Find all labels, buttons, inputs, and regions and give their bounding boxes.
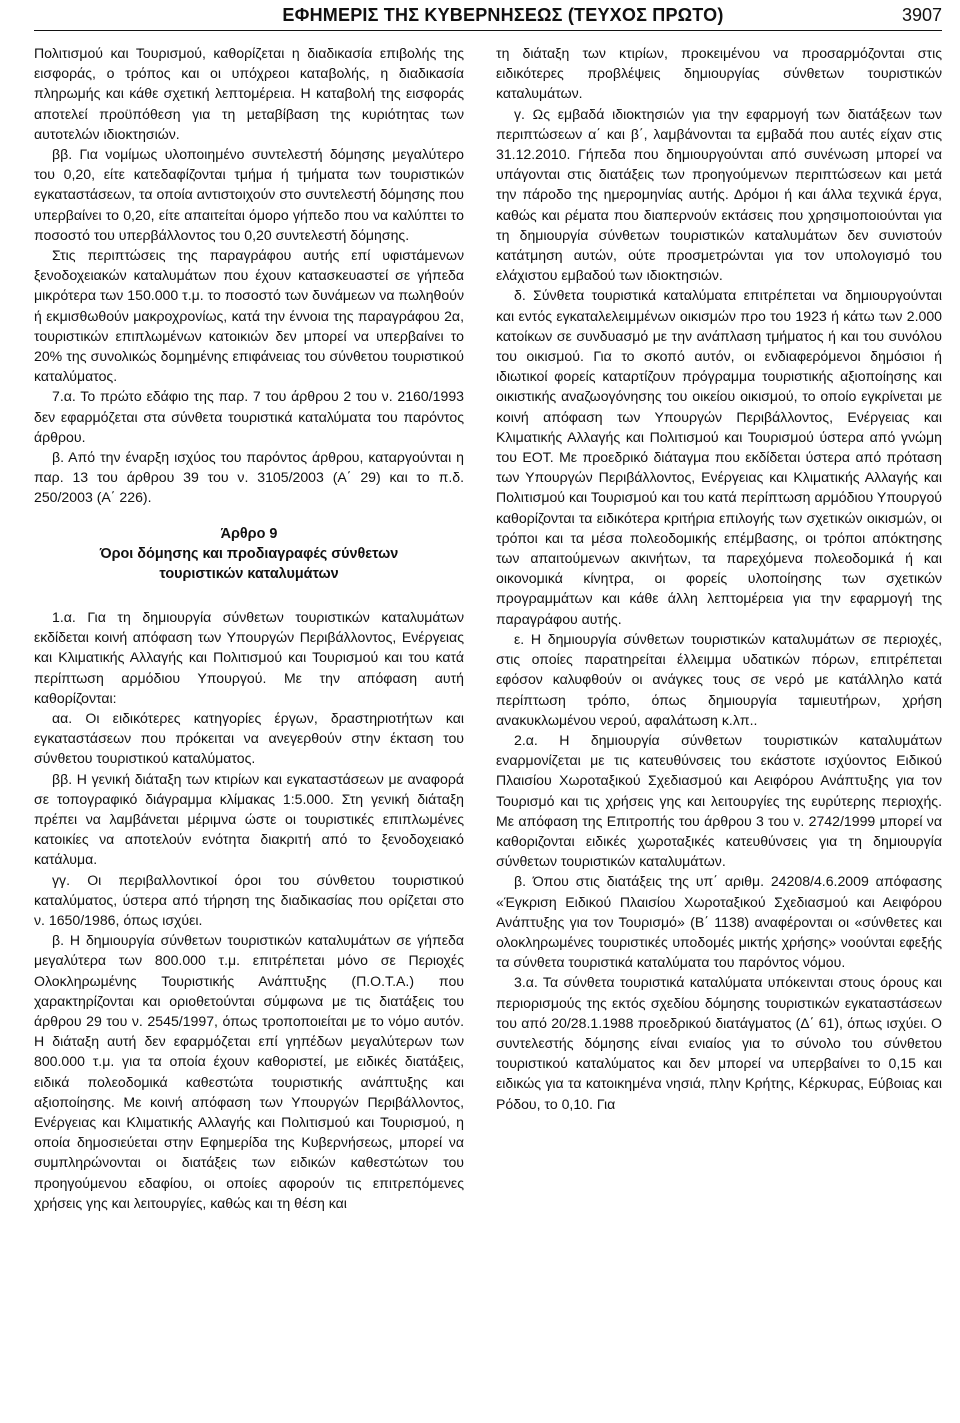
paragraph: αα. Οι ειδικότερες κατηγορίες έργων, δραστηριοτήτων και εγκαταστάσεων που πρόκειται να ανεγερθούν στην έκταση του σύνθετου τουριστικού καταλύματος. <box>34 709 464 767</box>
paragraph: ββ. Για νομίμως υλοποιημένο συντελεστή δόμησης μεγαλύτερο του 0,20, είτε κατεδαφίζονται τμήμα ή τμήματα των τουριστικών εγκαταστάσεων, τα οποία αντιστοιχούν στο συντελεστή δόμησης που υπερβαίνει το 0,20, είτε απαιτείται όμορο γήπεδο που να καλύπτει το ποσοστό του υπερβάλλοντος του 0,20 συντελεστή δόμησης. <box>34 146 464 243</box>
paragraph: 3.α. Τα σύνθετα τουριστικά καταλύματα υπόκεινται στους όρους και περιορισμούς της εκτός σχεδίου δόμησης τουριστικών εγκαταστάσεων του από 20/28.1.1988 προεδρικού διατάγματος (Δ΄ 61), όπως ισχύει. Ο συντελεστής δόμησης είναι ενιαίος για το σύνολο του σύνθετου τουριστικού καταλύματος και δεν μπορεί να υπερβαίνει το 0,15 και ειδικώς για τα κατοικημένα νησιά, πλην Κρήτης, Κέρκυρας, Εύβοιας και Ρόδου, το 0,10. Για <box>496 974 942 1112</box>
article-heading: Άρθρο 9 <box>220 525 278 542</box>
right-column <box>496 43 942 1213</box>
paragraph: Πολιτισμού και Τουρισμού, καθορίζεται η διαδικασία επιβολής της εισφοράς, ο τρόπος και οι υπόχρεοι καταβολής, η διαδικασία πληρωμής και κάθε σχετική λεπτομέρεια. Η καταβολή της εισφοράς αποτελεί προϋπόθεση για τη μεταβίβαση της κυριότητας των αυτοτελών ιδιοκτησιών. <box>34 45 464 142</box>
paragraph: 1.α. Για τη δημιουργία σύνθετων τουριστικών καταλυμάτων εκδίδεται κοινή απόφαση των Υπουργών Περιβάλλοντος, Ενέργειας και Κλιματικής Αλλαγής και Πολιτισμού και Τουρισμού και του κατά περίπτωση αρμόδιου Υπουργού. Με την απόφαση αυτή καθορίζονται: <box>34 608 464 706</box>
paragraph: ββ. Η γενική διάταξη των κτιρίων και εγκαταστάσεων με αναφορά σε τοπογραφικό διάγραμμα κλίμακας 1:5.000. Στη γενική διάταξη πρέπει να λαμβάνεται μέριμνα ώστε οι τουριστικές επιπλωμένες κατοικίες να αποτελούν ενότητα διακριτή από το ξενοδοχειακό κατάλυμα. <box>34 770 464 868</box>
paragraph: β. Όπου στις διατάξεις της υπ΄ αριθμ. 24208/4.6.2009 απόφασης «Έγκριση Ειδικού Πλαισίου Χωροταξικού Σχεδιασμού και Αειφόρου Ανάπτυξης για τον Τουρισμό» (Β΄ 1138) αναφέρονται οι «σύνθετες και ολοκληρωμένες τουριστικές υποδομές μικτής χρήσης» νοούνται εφεξής τα σύνθετα τουριστικά καταλύματα του παρόντος νόμου. <box>496 873 942 971</box>
paragraph: 7.α. Το πρώτο εδάφιο της παρ. 7 του άρθρου 2 του ν. 2160/1993 δεν εφαρμόζεται στα σύνθετα τουριστικά καταλύματα του παρόντος άρθρου. <box>34 388 464 445</box>
spacer <box>34 508 464 524</box>
spacer <box>34 585 464 607</box>
paragraph: τη διάταξη των κτιρίων, προκειμένου να προσαρμόζονται στις ειδικότερες προβλέψεις δημιουργίας σύνθετων τουριστικών καταλυμάτων. <box>496 45 942 102</box>
paragraph: 2.α. Η δημιουργία σύνθετων τουριστικών καταλυμάτων εναρμονίζεται με τις κατευθύνσεις του εκάστοτε ισχύοντος Ειδικού Πλαισίου Χωροταξικού Σχεδιασμού και Αειφόρου Ανάπτυξης για τον Τουρισμό και τις χρήσεις γης και λειτουργίες της ευρύτερης περιοχής. Με απόφαση της Επιτροπής του άρθρου 3 του ν. 2742/1999 μπορεί να καθοριζονται ειδικές χωροταξικές κατευθύνσεις για τη δημιουργία σύνθετων τουριστικών καταλυμάτων. <box>496 731 942 870</box>
article-subtitle: τουριστικών καταλυμάτων <box>159 566 339 583</box>
left-column <box>34 43 464 1213</box>
paragraph: ε. Η δημιουργία σύνθετων τουριστικών καταλυμάτων σε περιοχές, στις οποίες παρατηρείται έλλειμμα υδατικών πόρων, επιτρέπεται εφόσον καλυφθούν οι ανάγκες τους σε νερό με κατάλληλο κατά περίπτωση τρόπο, όπως δημιουργία ταμιευτήρων, χρήση ανακυκλωμένου νερού, αφαλάτωση κ.λπ.. <box>496 630 942 728</box>
paragraph: Στις περιπτώσεις της παραγράφου αυτής επί υφιστάμενων ξενοδοχειακών καταλυμάτων που έχουν κατασκευαστεί σε γήπεδα μικρότερα των 150.000 τ.μ. το ποσοστό των δυνάμεων να πωληθούν ή εκμισθωθούν μακροχρονίως, κατά την έννοια της παραγράφου 2α, τουριστικών επιπλωμένων κατοικιών δεν μπορεί να υπερβαίνει το 20% της συνολικώς δομημένης επιφάνειας του σύνθετου τουριστικού καταλύματος. <box>34 247 464 385</box>
page-number: 3907 <box>901 4 942 25</box>
text-columns <box>34 31 942 1213</box>
article-subtitle: Όροι δόμησης και προδιαγραφές σύνθετων <box>99 546 399 563</box>
paragraph: γ. Ως εμβαδά ιδιοκτησιών για την εφαρμογή των διατάξεων των περιπτώσεων α΄ και β΄, λαμβάνονται τα εμβαδά που αυτές είχαν στις 31.12.2010. Γήπεδα που δημιουργούνται από συνένωση μπορεί να υπάγονται στις διατάξεις των προηγούμενων περιπτώσεων και μετά την πάροδο της ημερομηνίας αυτής. Δρόμοι ή και άλλα τεχνικά έργα, καθώς και ρέματα που διαπερνούν εκτάσεις που χρησιμοποιούνται για τη δημιουργία σύνθετων τουριστικών καταλυμάτων δεν συνιστούν κατάτμηση αυτών, ούτε προσμετρώνται για τον υπολογισμό του ελάχιστου εμβαδού των ιδιοκτησιών. <box>496 105 942 284</box>
paragraph: γγ. Οι περιβαλλοντικοί όροι του σύνθετου τουριστικού καταλύματος, ύστερα από τήρηση της διαδικασίας που ορίζεται στο ν. 1650/1986, όπως ισχύει. <box>34 871 464 928</box>
paragraph: δ. Σύνθετα τουριστικά καταλύματα επιτρέπεται να δημιουργούνται και εντός εγκαταλελειμμένων οικισμών προ του 1923 ή κάτω των 2.000 κατοίκων σε συνδυασμό με την ανάπλαση τμήματος ή και του συνόλου του οικισμού. Για το σκοπό αυτόν, οι ενδιαφερόμενοι δημόσιοι ή ιδιωτικοί φορείς καταρτίζουν πρόγραμμα τουριστικής αξιοποίησης και οικιστικής αναζωογόνησης του οικείου οικισμού, το οποίο εγκρίνεται με κοινή απόφαση των Υπουργών Περιβάλλοντος, Ενέργειας και Κλιματικής Αλλαγής και Πολιτισμού και Τουρισμού ύστερα από γνώμη του ΕΟΤ. Με προεδρικό διάταγμα που εκδίδεται ύστερα από πρόταση των Υπουργών Περιβάλλοντος, Ενέργειας και Κλιματικής Αλλαγής και Πολιτισμού και Τουρισμού και του κατά περίπτωση αρμόδιου Υπουργού καθορίζονται τα ειδικότερα κριτήρια επιλογής των σχετικών οικισμών, οι τρόποι και τα μέσα πολεοδομικής επέμβασης, οι τρόποι απόκτησης των απαιτούμενων ακινήτων, τα παρεχόμενα πολεοδομικά ή και οικονομικά κίνητρα, οι φορείς υλοποίησης των σχετικών προγραμμάτων και κάθε άλλη λεπτομέρεια για την εφαρμογή της παραγράφου αυτής. <box>496 287 942 627</box>
paragraph: β. Από την έναρξη ισχύος του παρόντος άρθρου, καταργούνται η παρ. 13 του άρθρου 39 του ν. 3105/2003 (Α΄ 29) και το π.δ. 250/2003 (Α΄ 226). <box>34 449 464 506</box>
gazette-title: ΕΦΗΜΕΡΙΣ ΤΗΣ ΚΥΒΕΡΝΗΣΕΩΣ (ΤΕΥΧΟΣ ΠΡΩΤΟ) <box>282 4 724 25</box>
page-header <box>34 0 942 31</box>
paragraph: β. Η δημιουργία σύνθετων τουριστικών καταλυμάτων σε γήπεδα μεγαλύτερα των 800.000 τ.μ. επιτρέπεται μόνο σε Περιοχές Ολοκληρωμένης Τουριστικής Ανάπτυξης (Π.Ο.Τ.Α.) που χαρακτηρίζονται και οριοθετούνται σύμφωνα με τις διατάξεις του άρθρου 29 του ν. 2545/1997, όπως τροποποιείται με το νόμο αυτόν. Η διάταξη αυτή δεν εφαρμόζεται επί γηπέδων μεγαλύτερων των 800.000 τ.μ. για τα οποία έχουν καθοριστεί, με ειδικές διατάξεις, ειδικά πολεοδομικά καθεστώτα τουριστικής ανάπτυξης και αξιοποίησης. Με κοινή απόφαση των Υπουργών Περιβάλλοντος, Ενέργειας και Κλιματικής Αλλαγής και Πολιτισμού και Τουρισμού, η οποία δημοσιεύεται στην Εφημερίδα της Κυβερνήσεως, μπορεί να συμπληρώνονται οι διατάξεις των ειδικών καθεστώτων του προηγούμενου εδαφίου, οι οποίες αφορούν τις επιτρεπόμενες χρήσεις γης και λειτουργίες, καθώς και τη θέση και <box>34 932 464 1211</box>
